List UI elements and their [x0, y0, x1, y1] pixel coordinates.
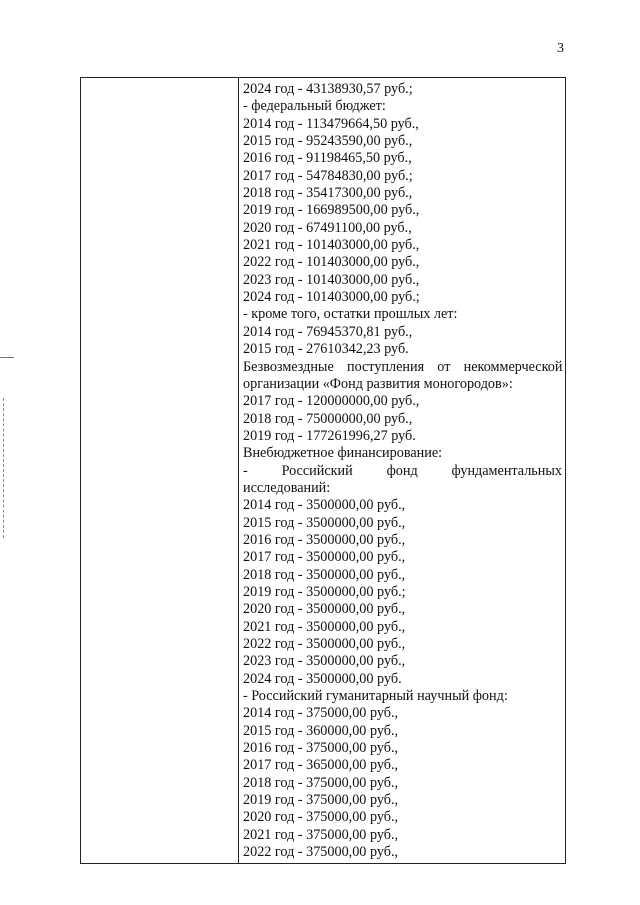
text-word: фундаментальных [451, 462, 562, 479]
text-line: 2019 год - 166989500,00 руб., [243, 202, 420, 219]
text-line: 2015 год - 360000,00 руб., [243, 722, 399, 739]
text-line: 2017 год - 54784830,00 руб.; [243, 167, 413, 184]
text-line: 2021 год - 101403000,00 руб., [243, 237, 420, 254]
text-line: - кроме того, остатки прошлых лет: [243, 306, 458, 323]
text-line: организации «Фонд развития моногородов»: [243, 375, 513, 392]
text-line: 2019 год - 3500000,00 руб.; [243, 583, 406, 600]
text-line: 2021 год - 375000,00 руб., [243, 826, 399, 843]
text-line: 2024 год - 43138930,57 руб.; [243, 81, 413, 97]
text-line: 2015 год - 27610342,23 руб. [243, 341, 409, 358]
text-line: 2023 год - 101403000,00 руб., [243, 271, 420, 288]
text-word: Российский [281, 462, 353, 479]
text-line: 2014 год - 375000,00 руб., [243, 705, 399, 722]
text-word: фонд [386, 462, 418, 479]
text-line: 2016 год - 91198465,50 руб., [243, 150, 412, 167]
text-line: - федеральный бюджет: [243, 98, 386, 115]
text-line: 2014 год - 3500000,00 руб., [243, 497, 406, 514]
text-line: 2018 год - 3500000,00 руб., [243, 566, 406, 583]
text-line: 2024 год - 3500000,00 руб. [243, 670, 402, 687]
text-line: 2019 год - 375000,00 руб., [243, 792, 399, 809]
text-line: - Российский гуманитарный научный фонд: [243, 688, 508, 705]
text-line: 2022 год - 101403000,00 руб., [243, 254, 420, 271]
text-line: 2020 год - 375000,00 руб., [243, 809, 399, 826]
text-line: 2017 год - 3500000,00 руб., [243, 549, 406, 566]
text-line: 2017 год - 120000000,00 руб., [243, 393, 420, 410]
page-number: 3 [557, 41, 564, 56]
text-line: 2020 год - 67491100,00 руб., [243, 219, 412, 236]
text-line: 2014 год - 76945370,81 руб., [243, 323, 413, 340]
text-line: исследований: [243, 479, 331, 496]
text-line: 2018 год - 75000000,00 руб., [243, 410, 413, 427]
funding-table [80, 77, 566, 864]
funding-details-cell [243, 81, 562, 861]
text-line: 2023 год - 3500000,00 руб., [243, 653, 406, 670]
text-line: 2021 год - 3500000,00 руб., [243, 618, 406, 635]
text-word: - [243, 462, 248, 479]
justified-line [243, 463, 562, 480]
text-line: 2019 год - 177261996,27 руб. [243, 427, 416, 444]
text-line: Безвозмездные поступления от некоммерческой [243, 358, 563, 375]
text-line: 2016 год - 3500000,00 руб., [243, 531, 406, 548]
text-line: 2020 год - 3500000,00 руб., [243, 601, 406, 618]
text-line: 2024 год - 101403000,00 руб.; [243, 289, 420, 306]
text-line: 2017 год - 365000,00 руб., [243, 757, 399, 774]
text-line: 2015 год - 3500000,00 руб., [243, 514, 406, 531]
text-line: Внебюджетное финансирование: [243, 445, 443, 462]
margin-scan-mark [0, 357, 14, 358]
text-line: 2022 год - 3500000,00 руб., [243, 636, 406, 652]
margin-scan-mark [3, 398, 4, 538]
text-line: 2014 год - 113479664,50 руб., [243, 115, 419, 132]
text-line: 2015 год - 95243590,00 руб., [243, 133, 413, 150]
text-line: 2018 год - 35417300,00 руб., [243, 185, 413, 202]
column-divider [238, 78, 239, 863]
text-line: 2016 год - 375000,00 руб., [243, 740, 399, 757]
text-line: 2018 год - 375000,00 руб., [243, 774, 399, 791]
text-line: 2022 год - 375000,00 руб., [243, 844, 399, 861]
